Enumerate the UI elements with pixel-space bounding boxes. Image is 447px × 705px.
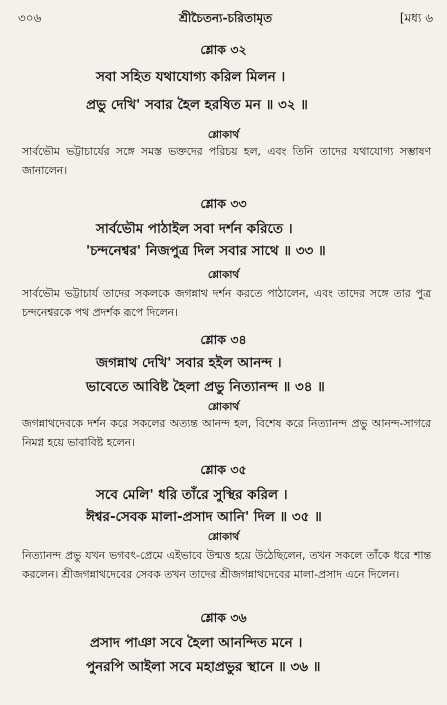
translation-text: নিত্যানন্দ প্রভু যখন ভগবৎ-প্রেমে এইভাবে উন্মত্ত হয়ে উঠেছিলেন, তখন সকলে তাঁকে ধরে শান্ত করলেন। শ্রীজগন্নাথদেবের সেবক তখন তাদের শ্রীজগন্নাথদেবের মালা-প্রসাদ এনে দিলেন। (22, 549, 431, 581)
running-title: শ্রীচৈতন্য-চরিতামৃত (178, 11, 273, 25)
verse-label: শ্লোক ৩৪ (200, 332, 247, 347)
translation-label: শ্লোকার্থ (207, 129, 240, 141)
verse-line: ঈশ্বর-সেবক মালা-প্রসাদ আনি' দিল ॥ ৩৫ ॥ (86, 509, 322, 525)
translation-label: শ্লোকার্থ (207, 531, 240, 543)
verse-line: জগন্নাথ দেখি' সবার হইল আনন্দ । (96, 355, 282, 371)
translation-text: সার্বভৌম ভট্টাচার্য তাদের সকলকে জগন্নাথ দর্শন করতে পাঠালেন, এবং তাদের সঙ্গে তার পুত্র চন্দনেশ্বরকে পথ প্রদর্শক রূপে দিলেন। (22, 287, 431, 319)
verse-line: সবা সহিত যথাযোগ্য করিল মিলন । (96, 69, 286, 85)
verse-line: সার্বভৌম পাঠাইল সবা দর্শন করিতে । (96, 221, 293, 237)
translation-label: শ্লোকার্থ (207, 269, 240, 281)
translation-label: শ্লোকার্থ (207, 401, 240, 413)
page-header (18, 10, 433, 30)
page-number: ৩০৬ (18, 11, 42, 25)
verse-line: প্রভু দেখি' সবার হৈল হরষিত মন ॥ ৩২ ॥ (86, 97, 308, 113)
verse-line: প্রসাদ পাঞা সবে হৈলা আনন্দিত মনে । (90, 635, 303, 651)
chapter-marker: [মধ্য ৬ (399, 11, 433, 25)
translation-text: সার্বভৌম ভট্টাচার্যের সঙ্গে সমস্ত ভক্তদের পরিচয় হল, এবং তিনি তাদের যথাযোগ্য সম্ভাষণ জানালেন। (22, 145, 431, 177)
verse-label: শ্লোক ৩৩ (200, 196, 247, 211)
verse-line: সবে মেলি' ধরি তাঁরে সুস্থির করিল । (96, 487, 288, 503)
verse-line: 'চন্দনেশ্বর' নিজপুত্র দিল সবার সাথে ॥ ৩৩ ॥ (86, 243, 326, 259)
verse-line: ভাবেতে আবিষ্ট হৈলা প্রভু নিত্যানন্দ ॥ ৩৪ ॥ (86, 379, 325, 395)
verse-label: শ্লোক ৩৬ (200, 610, 247, 625)
verse-line: পুনরপি আইলা সবে মহাপ্রভুর স্থানে ॥ ৩৬ ॥ (86, 659, 321, 675)
verse-label: শ্লোক ৩৫ (200, 462, 247, 477)
verse-label: শ্লোক ৩২ (200, 42, 247, 57)
translation-text: জগন্নাথদেবকে দর্শন করে সকলের অত্যন্ত আনন্দ হল, বিশেষ করে নিত্যানন্দ প্রভু আনন্দ-সাগরে নিমগ্ন হয়ে ভাবাবিষ্ট হলেন। (22, 417, 431, 449)
